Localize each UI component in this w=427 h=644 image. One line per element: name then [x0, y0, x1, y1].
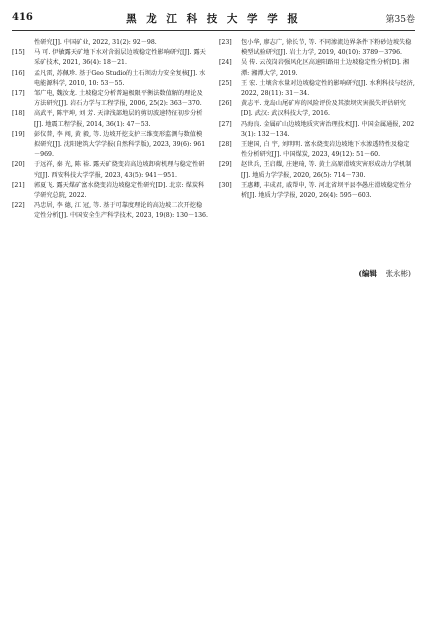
reference-text: 性研究[J]. 中国矿业, 2022, 31(2): 92－98. — [34, 39, 157, 46]
reference-text: 吴 传. 云茂岗岩强风化区高速阳路用土边坡稳定性分析[D]. 湘潭: 湘潭大学, 2019. — [241, 59, 410, 77]
reference-number: [28] — [219, 141, 232, 149]
left-reference-column — [12, 38, 208, 222]
reference-text: 冯海良. 金属矿山边坡地质灾害治理技术[J]. 中国金属通报, 2023(1): 132－134. — [241, 120, 415, 138]
reference-item — [219, 38, 415, 58]
reference-item — [12, 160, 208, 180]
reference-number: [18] — [12, 110, 25, 118]
reference-text: 冯忠居, 李 德, 江 冠, 等. 基于可靠度理论的高边坡二次开挖稳定性分析[J]. 中国安全生产科学技术, 2023, 19(8): 130－136. — [34, 202, 208, 220]
reference-number: [26] — [219, 100, 232, 108]
editor-label: (编辑 — [358, 269, 377, 278]
reference-item — [12, 201, 208, 221]
reference-number: [22] — [12, 202, 25, 210]
reference-text: 包小华, 廖志广, 徐长节, 等. 不同渗流边界条件下粉砂边坡失稳模型试验研究[J]. 岩土力学, 2019, 40(10): 3789－3796. — [241, 39, 412, 57]
reference-number: [23] — [219, 39, 232, 46]
reference-text: 赵世兵, 王启耀, 庄建琦, 等. 黄土高原滑坡灾害形成动力学机制[J]. 地质力学学报, 2020, 26(5): 714－730. — [241, 161, 412, 179]
reference-text: 孟凡雷, 苏佩珍. 基于Geo Studio的土石坝动力安全复核[J]. 水电能源科学, 2010, 10: 53－55. — [34, 69, 206, 87]
reference-item — [219, 160, 415, 180]
reference-item — [12, 109, 208, 129]
reference-text: 于远祥, 秦 光, 陈 裕. 露天矿烧变岩高边坡卸荷机理与稳定性研究[J]. 西安科技大学学报, 2023, 43(5): 941－951. — [34, 161, 205, 179]
reference-number: [29] — [219, 161, 232, 169]
volume-label: 第35卷 — [385, 15, 415, 25]
reference-item — [12, 69, 208, 89]
reference-text: 王 宏. 土壤含水量对边坡稳定性的影响研究[J]. 水利科技与经济, 2022, 28(11): 31－34. — [241, 79, 415, 98]
page-header — [12, 10, 415, 31]
reference-text: 郭夏飞. 露天煤矿富水烧变岩边坡稳定性研究[D]. 北京: 煤炭科学研究总院, 2022. — [34, 181, 205, 200]
reference-text: 黄志平. 龙岛山尾矿库的风险评价及其溃坝灾害损失评估研究[D]. 武汉: 武汉科技大学, 2016. — [241, 100, 406, 118]
reference-continuation — [12, 38, 208, 48]
reference-item — [12, 89, 208, 109]
reference-text: 王惠卿, 丰成君, 戚帮申, 等. 河北省坝平县李愚庄滑坡稳定性分析[J]. 地质力学学报, 2020, 26(4): 595－603. — [241, 181, 412, 200]
reference-text: 马 可. 伊敏露天矿地下水对含弱层边坡稳定性影响研究[J]. 露天采矿技术, 2021, 36(4): 18－21. — [34, 49, 206, 67]
reference-item — [219, 181, 415, 201]
reference-text: 彭仪普, 李 闯, 黄 毅, 等. 边坡开挖支护三维变形监测与数值模拟研究[J]. 沈阳建筑大学学报(自然科学版), 2023, 39(6): 961－969. — [34, 130, 206, 159]
reference-number: [24] — [219, 59, 232, 67]
reference-text: 王建国, 白 宇, 刘明明. 富水烧变岩边坡地下水渗透特性及稳定性分析研究[J]. 中国煤炭, 2023, 49(12): 51－60. — [241, 141, 410, 159]
reference-item — [12, 48, 208, 68]
reference-item — [12, 130, 208, 161]
reference-text: 高武平, 陈宇坤, 刘 芳. 天津浅部地层的剪切波速特征初步分析[J]. 地震工程学报, 2014, 36(1): 47－53. — [34, 110, 203, 128]
journal-title: 黑 龙 江 科 技 大 学 学 报 — [126, 13, 301, 25]
reference-number: [27] — [219, 120, 232, 128]
reference-item — [219, 120, 415, 140]
reference-number: [25] — [219, 79, 232, 87]
reference-number: [16] — [12, 69, 25, 77]
right-reference-column — [219, 38, 415, 201]
reference-number: [19] — [12, 130, 25, 138]
reference-item — [219, 140, 415, 160]
page-number: 416 — [12, 12, 33, 23]
reference-item — [12, 181, 208, 201]
reference-item — [219, 58, 415, 78]
reference-item — [219, 79, 415, 99]
reference-text: 邹广电, 魏汝龙. 土坡稳定分析普遍极限平衡法数值解的理论及方法研究[J]. 岩石力学与工程学报, 2006, 25(2): 363－370. — [34, 90, 203, 108]
reference-number: [21] — [12, 181, 25, 189]
reference-number: [20] — [12, 161, 25, 169]
reference-number: [30] — [219, 181, 232, 189]
editor-credit — [358, 268, 411, 279]
reference-item — [219, 99, 415, 119]
reference-number: [15] — [12, 49, 25, 57]
editor-name: 张永彬) — [385, 269, 411, 278]
reference-number: [17] — [12, 90, 25, 98]
